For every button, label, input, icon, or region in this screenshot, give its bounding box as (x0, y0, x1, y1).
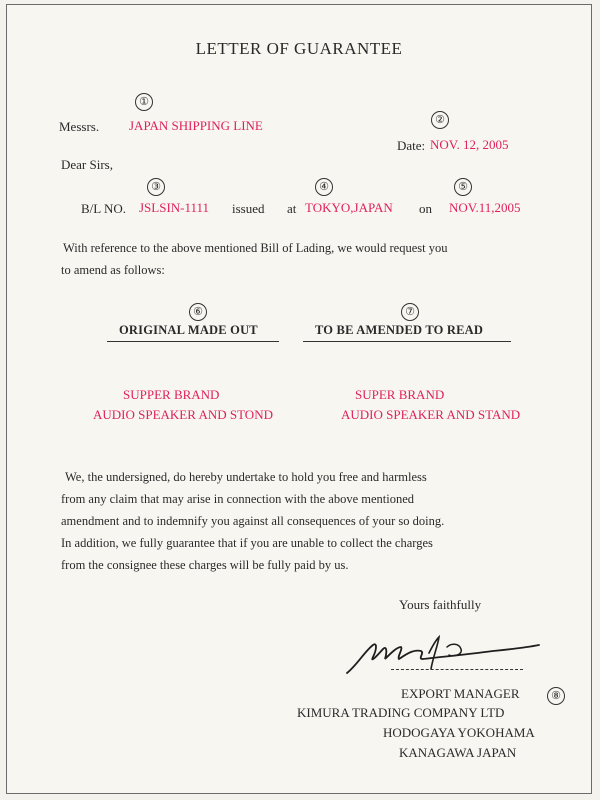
undertaking-line-3: amendment and to indemnify you against all consequences of your so doing. (61, 514, 445, 528)
original-heading: ORIGINAL MADE OUT (119, 323, 258, 337)
date-label: Date: (397, 138, 426, 153)
marker-6: ⑥ (189, 303, 207, 321)
issue-place: TOKYO,JAPAN (305, 200, 393, 215)
valediction: Yours faithfully (399, 597, 482, 612)
marker-2: ② (431, 111, 449, 129)
bl-number: JSLSIN-1111 (139, 200, 210, 215)
address-line-2: KANAGAWA JAPAN (399, 745, 517, 760)
date-value: NOV. 12, 2005 (430, 137, 509, 152)
amended-line-2: AUDIO SPEAKER AND STAND (341, 407, 521, 422)
amended-line-1: SUPER BRAND (355, 387, 445, 402)
original-line-2: AUDIO SPEAKER AND STOND (93, 407, 273, 422)
signature-line (391, 669, 523, 670)
amended-heading: TO BE AMENDED TO READ (315, 323, 484, 337)
signer-position: EXPORT MANAGER (401, 686, 520, 701)
messrs-label: Messrs. (59, 119, 100, 134)
marker-7: ⑦ (401, 303, 419, 321)
marker-1: ① (135, 93, 153, 111)
amended-heading-underline (303, 341, 511, 342)
signature (343, 633, 543, 683)
issued-label: issued (232, 201, 265, 216)
on-label: on (419, 201, 432, 216)
marker-4: ④ (315, 178, 333, 196)
bl-label: B/L NO. (81, 201, 127, 216)
original-line-1: SUPPER BRAND (123, 387, 220, 402)
messrs-value: JAPAN SHIPPING LINE (129, 118, 263, 133)
at-label: at (287, 201, 297, 216)
issue-date: NOV.11,2005 (449, 200, 521, 215)
undertaking-line-1: We, the undersigned, do hereby undertake to hold you free and harmless (65, 470, 427, 484)
salutation: Dear Sirs, (61, 157, 113, 172)
company-name: KIMURA TRADING COMPANY LTD (297, 705, 505, 720)
marker-3: ③ (147, 178, 165, 196)
marker-8: ⑧ (547, 687, 565, 705)
letter-page (6, 4, 592, 794)
intro-line-2: to amend as follows: (61, 263, 165, 277)
undertaking-line-5: from the consignee these charges will be fully paid by us. (61, 558, 349, 572)
original-heading-underline (107, 341, 279, 342)
intro-line-1: With reference to the above mentioned Bill of Lading, we would request you (63, 241, 448, 255)
undertaking-line-4: In addition, we fully guarantee that if you are unable to collect the charges (61, 536, 433, 550)
marker-5: ⑤ (454, 178, 472, 196)
address-line-1: HODOGAYA YOKOHAMA (383, 725, 535, 740)
document-title: LETTER OF GUARANTEE (195, 39, 403, 58)
undertaking-line-2: from any claim that may arise in connection with the above mentioned (61, 492, 415, 506)
